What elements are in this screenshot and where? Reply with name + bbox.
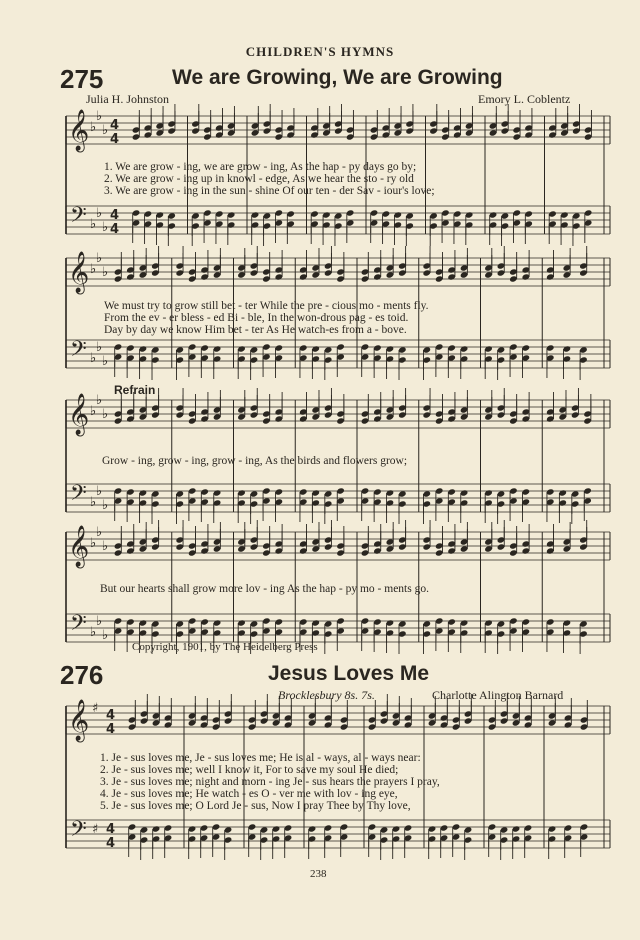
svg-text:𝄞: 𝄞 [68, 110, 90, 151]
verse-line: 5. Je - sus loves me; O Lord Je - sus, Now I pray Thee by Thy love, [100, 800, 411, 812]
svg-text:𝄢: 𝄢 [70, 203, 87, 233]
svg-text:4: 4 [106, 822, 116, 837]
copyright: Copyright, 1901, by The Heidelberg Press [132, 641, 318, 653]
verse-line: 4. Je - sus loves me; He watch - es O - ver me with lov - ing eye, [100, 788, 398, 800]
svg-text:♯: ♯ [92, 822, 99, 837]
svg-text:♭: ♭ [102, 628, 109, 643]
refrain-lyric: Grow - ing, grow - ing, grow - ing, As the birds and flowers grow; [102, 455, 408, 467]
refrain-label: Refrain [114, 383, 156, 397]
hymn-number-276: 276 [60, 660, 104, 690]
verse-line: 1. We are grow - ing, we are grow - ing, As the hap - py days go by; [104, 161, 417, 173]
svg-text:♭: ♭ [90, 404, 97, 419]
svg-text:♭: ♭ [96, 614, 103, 629]
verse-line: 2. We are grow - ing up in knowl - edge, As we hear the sto - ry old [104, 173, 414, 185]
hymn-author-276: Charlotte Alington Barnard [432, 688, 564, 702]
refrain-lyric: But our hearts shall grow more lov - ing As the hap - py mo - ments go. [100, 583, 429, 595]
svg-text:♭: ♭ [102, 220, 109, 235]
hymn-number-275: 275 [60, 64, 104, 94]
svg-text:𝄞: 𝄞 [68, 252, 90, 293]
svg-text:♭: ♭ [102, 354, 109, 369]
svg-text:♭: ♭ [102, 123, 109, 138]
svg-text:♭: ♭ [102, 539, 109, 554]
svg-text:𝄢: 𝄢 [70, 817, 87, 847]
verse-line: 2. Je - sus loves me; well I know it, For to save my soul He died; [100, 764, 399, 776]
svg-text:4: 4 [106, 722, 116, 737]
svg-text:♭: ♭ [90, 120, 97, 135]
svg-text:4: 4 [110, 222, 120, 237]
svg-text:♭: ♭ [90, 495, 97, 510]
svg-text:♭: ♭ [90, 217, 97, 232]
svg-text:♭: ♭ [90, 625, 97, 640]
hymn-title-276: Jesus Loves Me [268, 662, 430, 685]
verse-line: 3. Je - sus loves me; night and morn - ing Je - sus hears the prayers I pray, [100, 776, 440, 788]
hymn-title-275: We are Growing, We are Growing [172, 66, 503, 89]
hymn-composer-275: Emory L. Coblentz [478, 92, 571, 106]
section-title: CHILDREN'S HYMNS [245, 44, 395, 59]
svg-text:𝄢: 𝄢 [70, 611, 87, 641]
svg-text:♭: ♭ [102, 265, 109, 280]
verse-line: From the ev - er bless - ed Bi - ble, In the won-drous pag - es toid. [104, 312, 409, 324]
hymn-author-275: Julia H. Johnston [86, 92, 170, 106]
svg-text:𝄞: 𝄞 [68, 526, 90, 567]
verse-line: 1. Je - sus loves me, Je - sus loves me; He is al - ways, al - ways near: [100, 752, 421, 764]
svg-text:4: 4 [110, 132, 120, 147]
svg-text:♭: ♭ [102, 407, 109, 422]
svg-text:𝄞: 𝄞 [68, 394, 90, 435]
svg-text:𝄢: 𝄢 [70, 481, 87, 511]
svg-text:♭: ♭ [90, 351, 97, 366]
svg-text:♭: ♭ [96, 484, 103, 499]
svg-text:𝄢: 𝄢 [70, 337, 87, 367]
svg-text:♭: ♭ [96, 393, 103, 408]
svg-text:♭: ♭ [102, 498, 109, 513]
verse-line: 3. We are grow - ing in the sun - shine Of our ten - der Sav - iour's love; [104, 185, 435, 197]
svg-text:4: 4 [110, 208, 120, 223]
svg-text:♭: ♭ [96, 109, 103, 124]
svg-text:4: 4 [106, 708, 116, 723]
svg-text:♭: ♭ [90, 262, 97, 277]
svg-text:♭: ♭ [90, 536, 97, 551]
svg-text:♭: ♭ [96, 251, 103, 266]
verse-line: Day by day we know Him bet - ter As He watch-es from a - bove. [104, 324, 407, 336]
svg-text:𝄞: 𝄞 [68, 700, 90, 741]
svg-text:♭: ♭ [96, 206, 103, 221]
svg-text:♭: ♭ [96, 340, 103, 355]
svg-text:4: 4 [106, 836, 116, 851]
tune-name: Brocklesbury 8s. 7s. [278, 688, 375, 702]
verse-line: We must try to grow still bet - ter While the pre - cious mo - ments fly. [104, 300, 429, 312]
svg-text:4: 4 [110, 118, 120, 133]
svg-text:♯: ♯ [92, 701, 99, 716]
page-number: 238 [310, 868, 327, 880]
svg-text:♭: ♭ [96, 525, 103, 540]
